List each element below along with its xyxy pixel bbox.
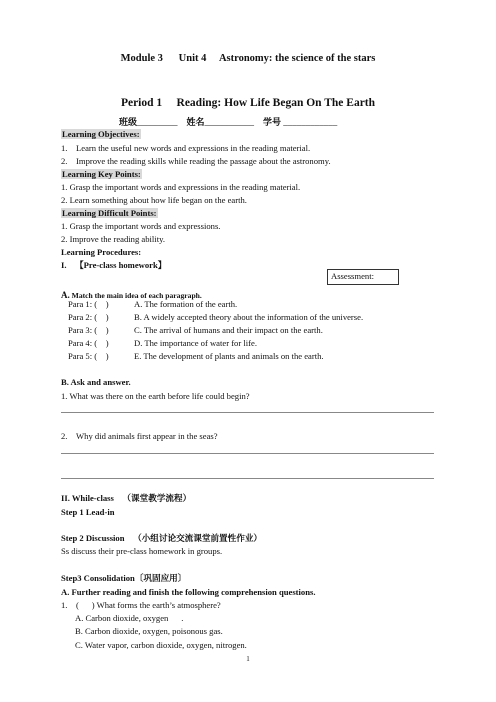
name-label: 姓名	[186, 117, 205, 127]
key-points-heading-text: Learning Key Points:	[62, 169, 141, 179]
objectives-heading	[61, 129, 141, 140]
para-label[interactable]: Para 1: ( )	[68, 299, 109, 309]
further-reading-title: A. Further reading and finish the following comprehension questions.	[61, 587, 316, 597]
para-option: C. The arrival of humans and their impact on the earth.	[134, 325, 323, 335]
header-fields	[119, 117, 337, 128]
answer-line[interactable]	[61, 453, 434, 454]
number-blank[interactable]: ____________	[283, 117, 338, 127]
period-title: Period 1 Reading: How Life Began On The Earth	[120, 97, 376, 109]
para-option: D. The importance of water for life.	[134, 338, 257, 348]
assessment-label: Assessment:	[331, 271, 374, 281]
para-option: B. A widely accepted theory about the information of the universe.	[134, 312, 364, 322]
para-label[interactable]: Para 5: ( )	[68, 351, 109, 361]
part-b-title: B. Ask and answer.	[61, 377, 131, 387]
number-label: 学号	[263, 117, 282, 127]
name-blank[interactable]: ___________	[204, 117, 255, 127]
step2-text: Ss discuss their pre-class homework in groups.	[61, 546, 223, 556]
para-label[interactable]: Para 4: ( )	[68, 338, 109, 348]
answer-line[interactable]	[61, 478, 434, 479]
part-a-title-text: Match the main idea of each paragraph.	[69, 291, 202, 300]
step3-heading: Step3 Consolidation〔巩固应用〕	[61, 573, 187, 583]
answer-option: A. Carbon dioxide, oxygen .	[75, 613, 184, 623]
difficult-point-item: 2. Improve the reading ability.	[61, 234, 165, 244]
page-number: 1	[246, 655, 250, 663]
objective-item: 2. Improve the reading skills while reading the passage about the astronomy.	[61, 156, 331, 166]
answer-option: C. Water vapor, carbon dioxide, oxygen, nitrogen.	[75, 640, 247, 650]
question-2: 2. Why did animals first appear in the seas?	[61, 431, 218, 441]
class-blank[interactable]: _________	[137, 117, 178, 127]
key-points-heading	[61, 169, 142, 180]
objective-item: 1. Learn the useful new words and expressions in the reading material.	[61, 143, 311, 153]
difficult-point-item: 1. Grasp the important words and expressions.	[61, 221, 221, 231]
answer-line[interactable]	[61, 412, 434, 413]
key-point-item: 1. Grasp the important words and expressions in the reading material.	[61, 182, 301, 192]
class-label: 班级	[119, 117, 138, 127]
para-label[interactable]: Para 2: ( )	[68, 312, 109, 322]
step1-heading: Step 1 Lead-in	[61, 507, 115, 517]
para-option: E. The development of plants and animals on the earth.	[134, 351, 324, 361]
para-label[interactable]: Para 3: ( )	[68, 325, 109, 335]
part-a-letter: A.	[61, 290, 70, 300]
difficult-points-heading	[61, 208, 158, 219]
objectives-heading-text: Learning Objectives:	[62, 129, 140, 139]
key-point-item: 2. Learn something about how life began on the earth.	[61, 195, 247, 205]
preclass-heading: I. 【Pre-class homework】	[61, 260, 167, 270]
answer-option: B. Carbon dioxide, oxygen, poisonous gas.	[75, 626, 223, 636]
comprehension-question: 1. ( ) What forms the earth’s atmosphere?	[61, 600, 221, 610]
procedures-heading: Learning Procedures:	[61, 247, 142, 257]
step2-heading: Step 2 Discussion （小组讨论交流课堂前置性作业）	[61, 533, 263, 543]
difficult-points-heading-text: Learning Difficult Points:	[62, 208, 157, 218]
para-option: A. The formation of the earth.	[134, 299, 238, 309]
document-title: Module 3 Unit 4 Astronomy: the science of the stars	[120, 53, 376, 64]
question-1: 1. What was there on the earth before life could begin?	[61, 391, 250, 401]
while-class-heading: II. While-class （课堂教学流程）	[61, 493, 192, 503]
